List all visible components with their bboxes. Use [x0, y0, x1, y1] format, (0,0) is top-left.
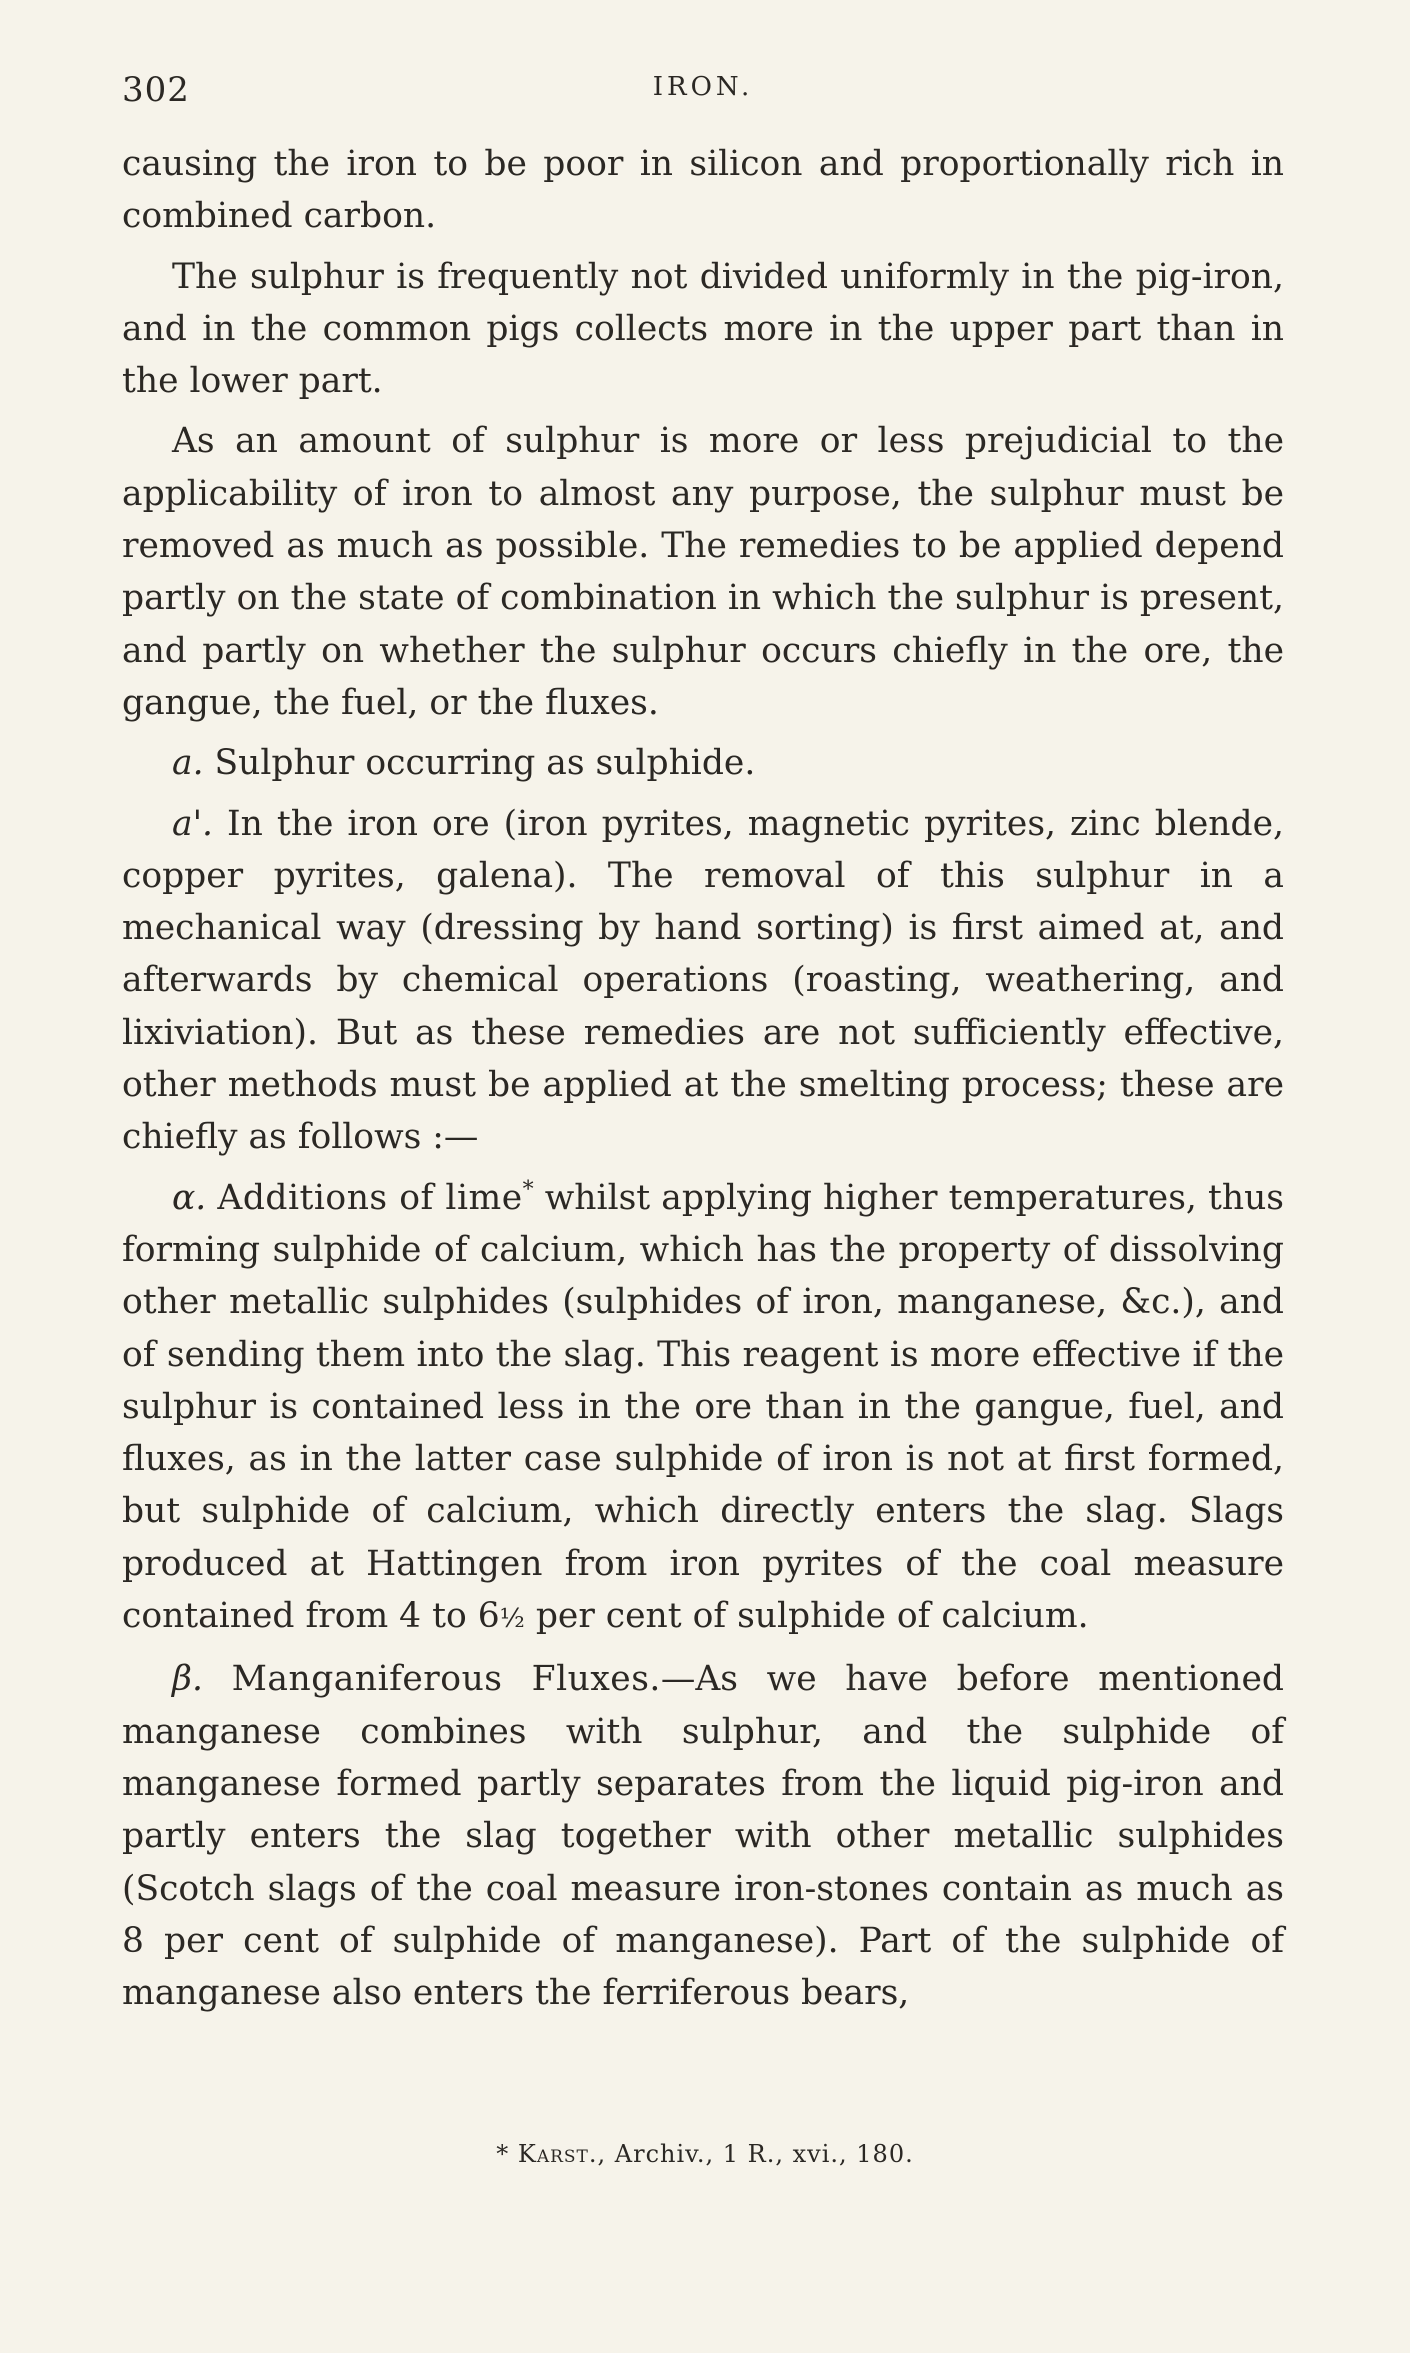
item-alpha-marker: α. [172, 1177, 207, 1218]
item-beta [122, 1653, 1284, 2019]
section-a-text: Sulphur occurring as sulphide. [214, 743, 756, 784]
section-a-prime [122, 798, 1284, 1164]
section-a [122, 737, 1284, 789]
section-a-prime-marker: a'. [172, 803, 214, 844]
footnote-author: Karst. [517, 2140, 598, 2168]
running-head [122, 70, 1284, 116]
footnote-reference: * [522, 1177, 534, 1203]
item-beta-marker: β. [172, 1659, 203, 1700]
footnote-mark: * [496, 2140, 510, 2168]
body-text [122, 138, 1284, 2027]
item-alpha-title: Additions of lime [217, 1177, 523, 1218]
item-alpha [122, 1172, 1284, 1646]
item-beta-text: —As we have before mentioned manganese combines with sulphur, and the sulphide of manganese formed partly separates from the liquid pig-iron and partly enters the slag together with other metallic sulphides (Scotch slags of the coal measure iron-stones contain as much as 8 per cent of sulphide of manganese). Part of the sulphide of manganese also enters the ferriferous bears, [122, 1659, 1284, 2014]
paragraph-sulphur-distribution: The sulphur is frequently not divided uniformly in the pig-iron, and in the common pigs collects more in the upper part than in the lower part. [122, 256, 1284, 402]
section-a-prime-text: In the iron ore (iron pyrites, magnetic pyrites, zinc blende, copper pyrites, galena). The removal of this sulphur in a mechanical way (dressing by hand sorting) is first aimed at, and afterwards by chemical operations (roasting, weathering, and lixiviation). But as these remedies are not sufficiently effective, other methods must be applied at the smelting process; these are chiefly as follows :— [122, 803, 1284, 1158]
paragraph-sulphur-removal: As an amount of sulphur is more or less prejudicial to the applicability of iron to almost any purpose, the sulphur must be removed as much as possible. The remedies to be applied depend partly on the state of combination in which the sulphur is present, and partly on whether the sulphur occurs chiefly in the ore, the gangue, the fuel, or the fluxes. [122, 421, 1284, 723]
footnote-citation: , Archiv., 1 R., xvi., 180. [597, 2140, 914, 2168]
section-a-marker: a. [172, 743, 204, 784]
page-number: 302 [122, 70, 190, 110]
item-beta-title: Manganiferous Fluxes. [231, 1659, 661, 1700]
item-alpha-fraction: ½ [499, 1604, 525, 1635]
item-alpha-text: whilst applying higher temperatures, thus forming sulphide of calcium, which has the property of dissolving other metallic sulphides (sulphides of iron, manganese, &c.), and of sending them into the slag. This reagent is more effective if the sulphur is contained less in the ore than in the gangue, fuel, and fluxes, as in the latter case sulphide of iron is not at first formed, but sulphide of calcium, which directly enters the slag. Slags produced at Hattingen from iron pyrites of the coal measure contained from 4 to 6 [122, 1177, 1285, 1637]
item-alpha-text-end: per cent of sulphide of calcium. [524, 1596, 1089, 1637]
paragraph-continuation: causing the iron to be poor in silicon and proportionally rich in combined carbon. [122, 144, 1284, 237]
footnote [0, 2140, 1410, 2168]
running-title: IRON. [652, 72, 754, 102]
